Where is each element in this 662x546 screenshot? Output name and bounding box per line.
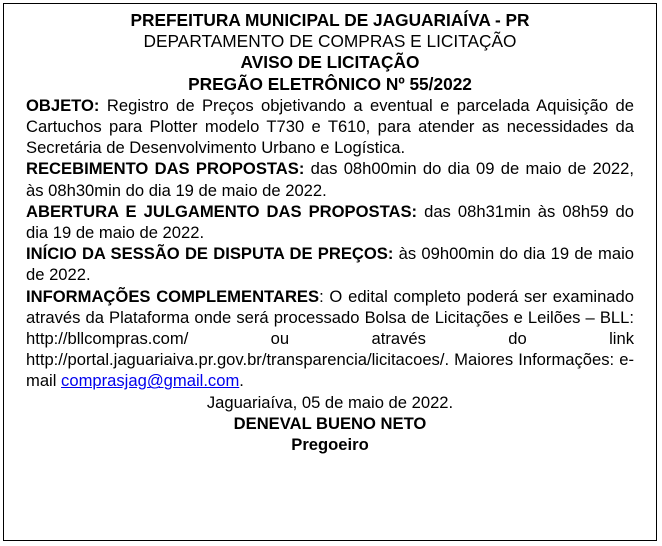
informacoes-label: INFORMAÇÕES COMPLEMENTARES xyxy=(26,286,320,306)
informacoes-text: : O edital completo poderá ser examinado através da Plataforma onde será processado Bolsa de Licitações e Leilões – BLL: http://bllcompras.com/ ou através do link http://portal.jaguariaiva.pr.gov.br/transparencia/licitacoes/. Maiores Informações: e-mail xyxy=(26,286,634,391)
inicio-text: às 09h00min do dia 19 de maio de 2022. xyxy=(26,244,634,285)
informacoes-paragraph xyxy=(26,286,634,392)
recebimento-label: RECEBIMENTO DAS PROPOSTAS: xyxy=(26,159,305,179)
objeto-text: Registro de Preços objetivando a eventual e parcelada Aquisição de Cartuchos para Plotter modelo T730 e T610, para atender as necessidades da Secretária de Desenvolvimento Urbano e Logística. xyxy=(26,95,634,158)
abertura-text: das 08h31min às 08h59 do dia 19 de maio de 2022. xyxy=(26,201,634,243)
signer-name: DENEVAL BUENO NETO xyxy=(233,413,427,433)
process-number: PREGÃO ELETRÔNICO Nº 55/2022 xyxy=(188,73,472,94)
signer-role: Pregoeiro xyxy=(291,435,369,455)
licitacao-notice xyxy=(3,3,657,541)
place-date: Jaguariaíva, 05 de maio de 2022. xyxy=(206,392,454,412)
abertura-paragraph xyxy=(26,201,634,243)
objeto-paragraph xyxy=(26,95,634,159)
abertura-label: ABERTURA E JULGAMENTO DAS PROPOSTAS: xyxy=(26,201,418,221)
informacoes-tail: . xyxy=(239,371,244,391)
recebimento-paragraph xyxy=(26,158,634,200)
email-link[interactable]: comprasjag@gmail.com xyxy=(61,371,240,391)
objeto-label: OBJETO: xyxy=(26,95,100,115)
inicio-label: INÍCIO DA SESSÃO DE DISPUTA DE PREÇOS: xyxy=(26,244,394,264)
department-title: DEPARTAMENTO DE COMPRAS E LICITAÇÃO xyxy=(143,31,517,52)
org-title: PREFEITURA MUNICIPAL DE JAGUARIAÍVA - PR xyxy=(130,10,530,30)
recebimento-text: das 08h00min do dia 09 de maio de 2022, às 08h30min do dia 19 de maio de 2022. xyxy=(26,159,634,200)
inicio-paragraph xyxy=(26,243,634,285)
notice-type: AVISO DE LICITAÇÃO xyxy=(240,52,420,73)
